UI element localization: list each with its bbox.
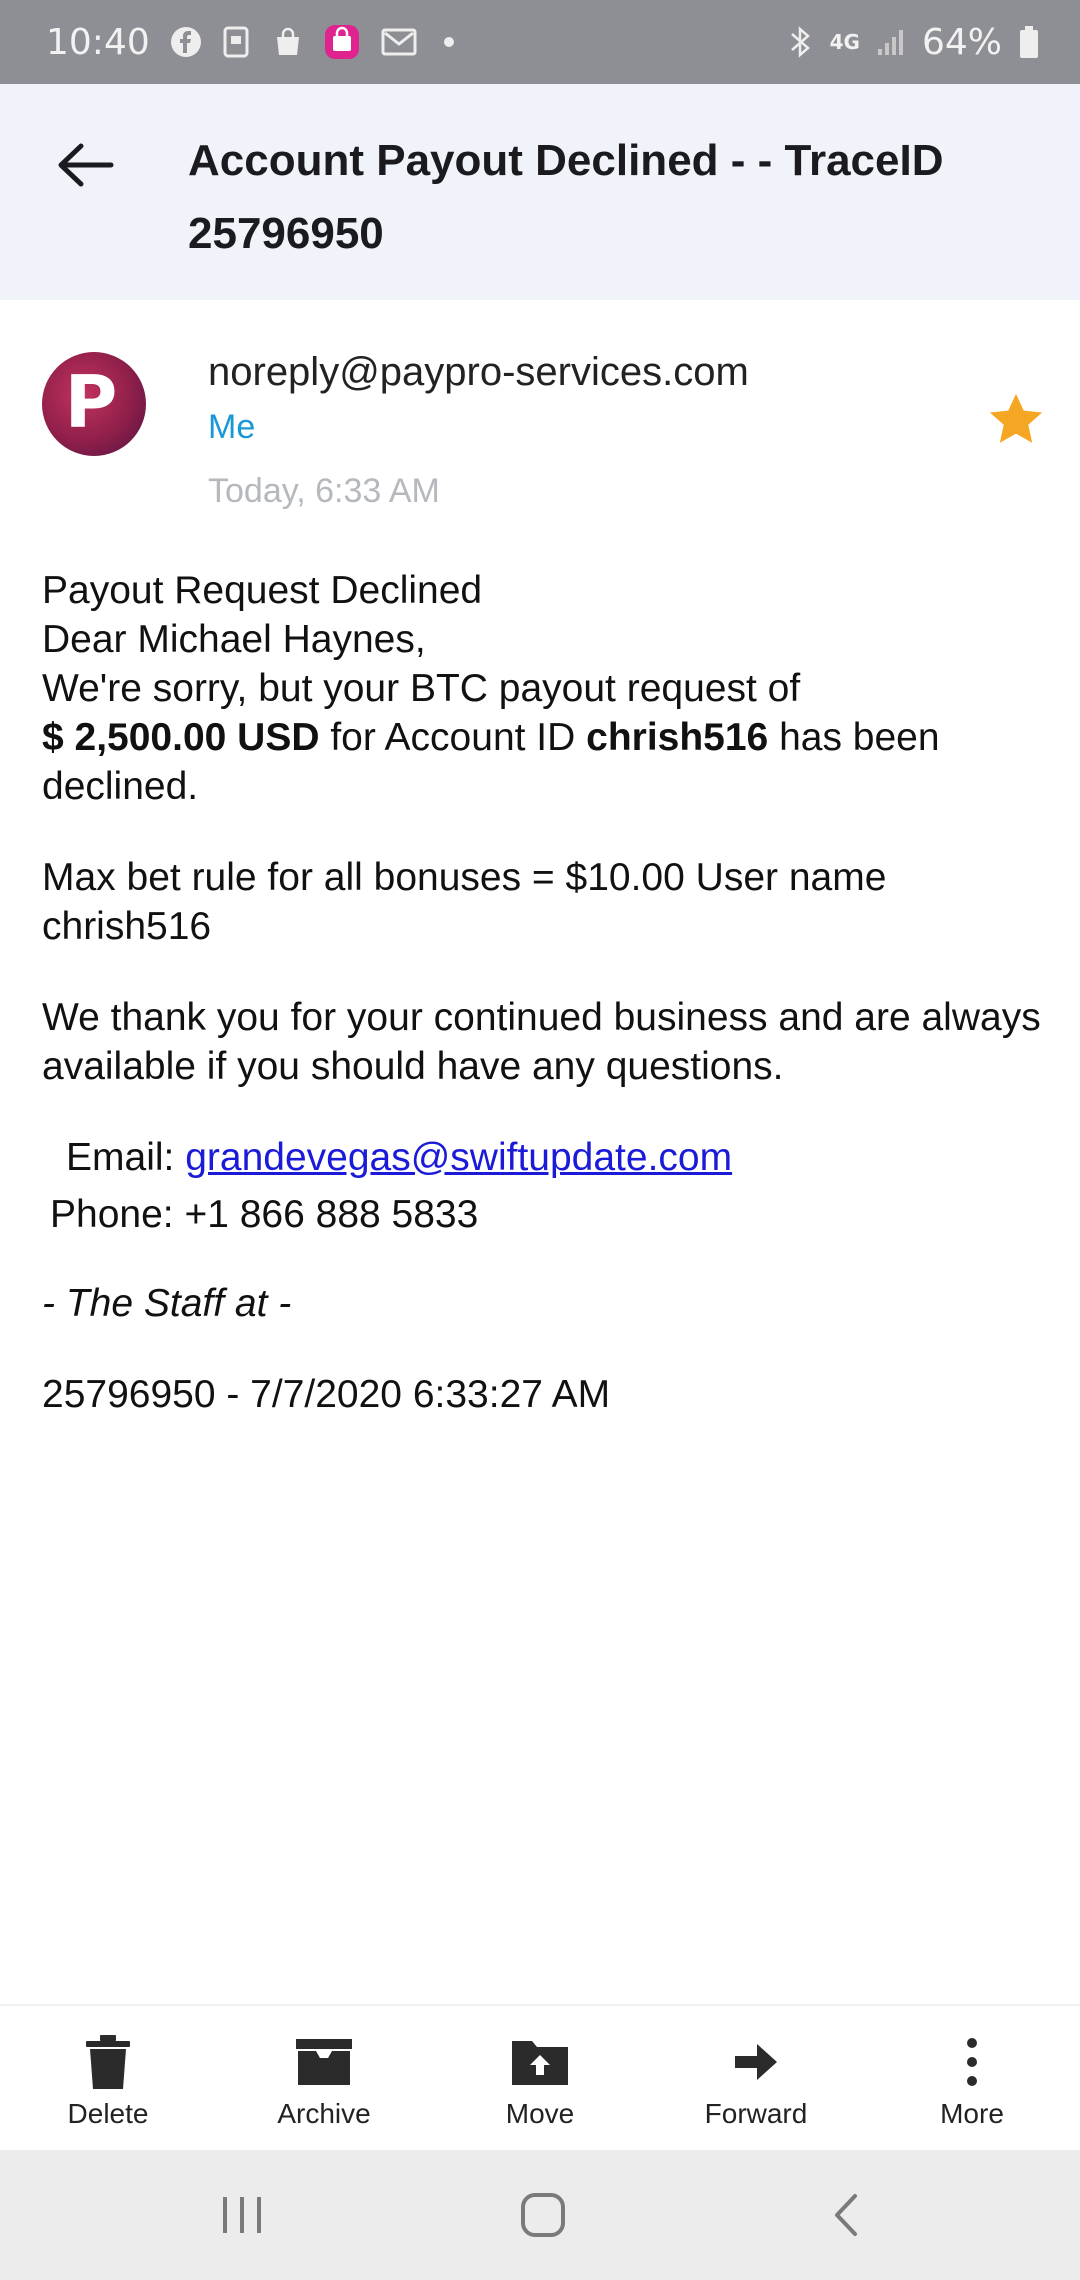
account-id: chrish516 xyxy=(586,716,769,759)
delete-button[interactable] xyxy=(0,2006,216,2152)
email-date: Today, 6:33 AM xyxy=(208,472,440,510)
star-button[interactable] xyxy=(984,388,1048,452)
recents-button[interactable] xyxy=(202,2180,282,2250)
move-button[interactable] xyxy=(432,2006,648,2152)
archive-button[interactable] xyxy=(216,2006,432,2152)
body-line: We're sorry, but your BTC payout request of xyxy=(42,667,801,710)
toolbar-label: Archive xyxy=(277,2098,371,2129)
archive-icon xyxy=(294,2032,354,2092)
facebook-icon xyxy=(170,26,202,58)
email-header xyxy=(0,84,1080,300)
recipient-label[interactable]: Me xyxy=(208,408,256,446)
avatar-letter: P xyxy=(64,360,118,444)
contact-email-link[interactable]: grandevegas@swiftupdate.com xyxy=(185,1136,733,1179)
toolbar-label: Forward xyxy=(704,2098,808,2129)
toolbar-label: Move xyxy=(505,2098,575,2129)
status-time: 10:40 xyxy=(46,21,150,63)
contact-block xyxy=(42,1133,1042,1239)
forward-button[interactable] xyxy=(648,2006,864,2152)
home-icon xyxy=(520,2192,566,2238)
email-action-toolbar xyxy=(0,2004,1080,2152)
network-4g-icon xyxy=(830,32,860,52)
mail-icon xyxy=(380,26,418,58)
body-heading: Payout Request Declined xyxy=(42,569,483,612)
shop-app-icon xyxy=(324,24,360,60)
battery-percent: 64% xyxy=(921,21,1002,63)
battery-icon xyxy=(1018,25,1040,59)
email-subject: Account Payout Declined - - TraceID 25796950 xyxy=(188,136,944,258)
contact-phone: Phone: +1 866 888 5833 xyxy=(50,1193,479,1236)
sender-email[interactable]: noreply@paypro-services.com xyxy=(208,350,749,394)
back-nav-button[interactable] xyxy=(806,2180,886,2250)
bluetooth-icon xyxy=(786,25,814,59)
max-bet-paragraph: Max bet rule for all bonuses = $10.00 User name chrish516 xyxy=(42,856,887,948)
payout-amount: $ 2,500.00 USD xyxy=(42,716,320,759)
body-greeting: Dear Michael Haynes, xyxy=(42,618,426,661)
signal-icon xyxy=(876,27,906,57)
star-icon xyxy=(984,388,1048,452)
body-intro xyxy=(42,566,1042,811)
more-button[interactable] xyxy=(864,2006,1080,2152)
status-bar xyxy=(0,0,1080,84)
body-text-fragment: has been declined. xyxy=(42,716,940,808)
forward-arrow-icon xyxy=(733,2032,779,2092)
contact-email-line xyxy=(42,1133,1042,1182)
body-line xyxy=(42,713,1042,811)
notification-dot-icon xyxy=(444,37,454,47)
shopping-bag-icon xyxy=(272,26,304,58)
email-body xyxy=(42,566,1042,1419)
staff-signature: - The Staff at - xyxy=(42,1282,292,1325)
home-button[interactable] xyxy=(503,2180,583,2250)
network-label: 4G xyxy=(829,30,860,54)
back-button[interactable] xyxy=(50,130,120,200)
trace-timestamp: 25796950 - 7/7/2020 6:33:27 AM xyxy=(42,1373,611,1416)
thanks-paragraph: We thank you for your continued business and are always available if you should have any questions. xyxy=(42,996,1041,1088)
arrow-left-icon xyxy=(55,140,115,190)
email-label: Email: xyxy=(66,1136,186,1179)
move-folder-icon xyxy=(510,2032,570,2092)
toolbar-label: More xyxy=(940,2098,1004,2129)
sender-avatar[interactable] xyxy=(42,352,146,456)
back-nav-icon xyxy=(831,2192,861,2238)
recents-icon xyxy=(219,2195,265,2235)
trash-icon xyxy=(83,2032,133,2092)
body-text-fragment: for Account ID xyxy=(319,716,587,759)
toolbar-label: Delete xyxy=(67,2098,149,2129)
sim-icon xyxy=(222,26,252,58)
system-nav-bar xyxy=(0,2150,1080,2280)
more-vertical-icon xyxy=(965,2032,979,2092)
